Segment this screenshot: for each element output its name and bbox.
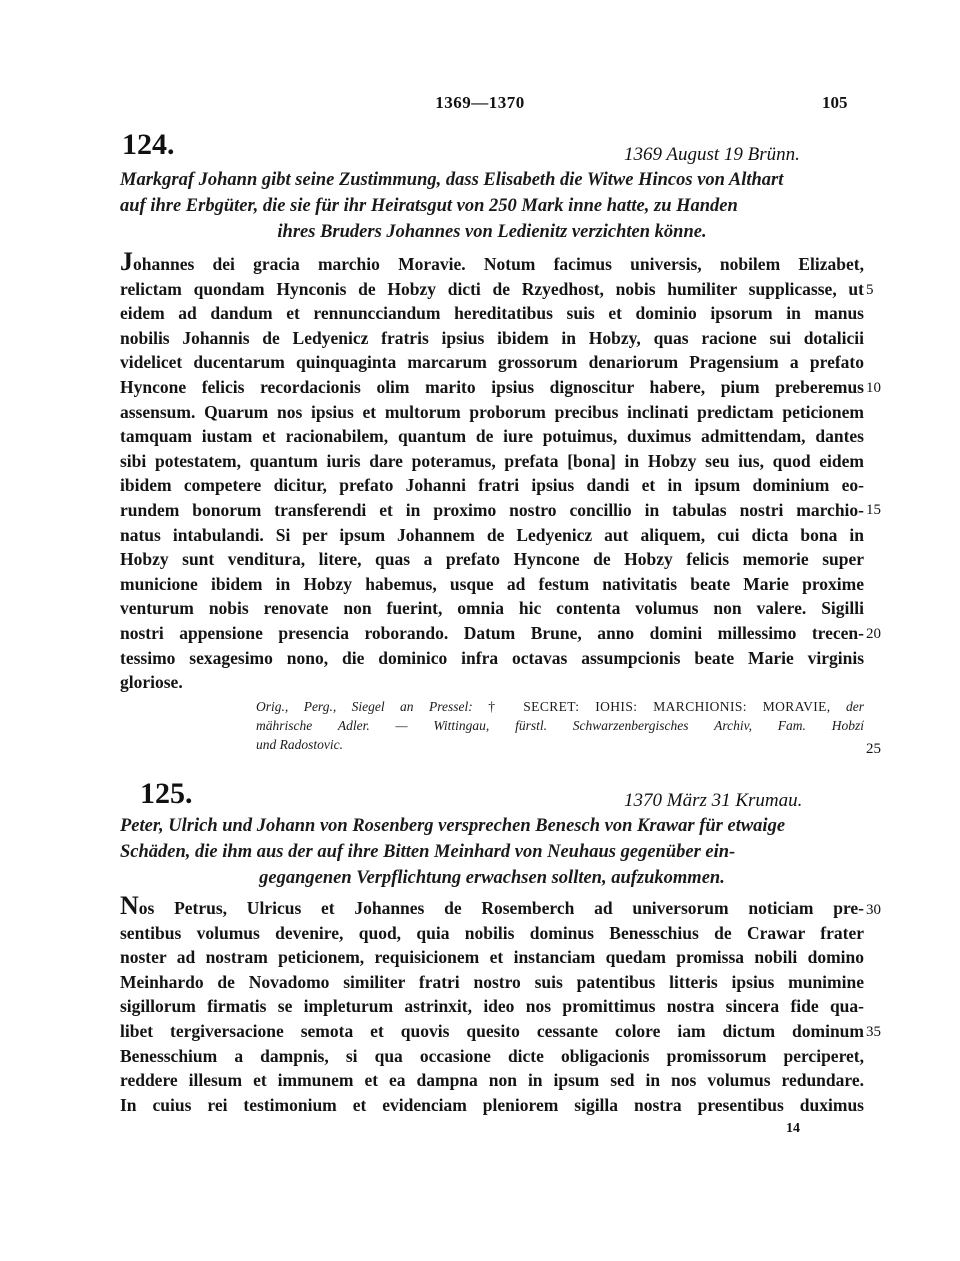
apparatus-line: und Radostovic. <box>256 737 343 752</box>
margin-line-number: 5 <box>866 282 874 298</box>
text-line: natus intabulandi. Si per ipsum Johannem de Ledyenicz aut aliquem, cui dicta bona in <box>120 524 864 545</box>
text-line: assensum. Quarum nos ipsius et multorum proborum precibus inclinati predictam peticionem <box>120 401 864 422</box>
signature-mark: 14 <box>786 1121 800 1136</box>
text-line: Hyncone felicis recordacionis olim marito ipsius dignoscitur habere, pium preberemus <box>120 376 864 397</box>
text-line: noster ad nostram peticionem, requisicionem et instanciam quedam promissa nobili domino <box>120 947 864 968</box>
doc-124-text <box>120 252 864 695</box>
text-line: venturum nobis renovate non fuerint, omnia hic contenta volumus non valere. Sigilli <box>120 598 864 619</box>
apparatus-line: mährische Adler. — Wittingau, fürstl. Schwarzenbergisches Archiv, Fam. Hobzí <box>256 718 864 733</box>
regest-line: gegangenen Verpflichtung erwachsen sollten, aufzukommen. <box>259 868 725 888</box>
text-line: rundem bonorum transferendi et in proximo nostro concillio in tabulas nostri marchio- <box>120 499 864 520</box>
text-line: Meinhardo de Novadomo similiter fratri nostro suis patentibus litteris ipsius munimine <box>120 971 864 992</box>
margin-line-number: 25 <box>866 741 881 757</box>
text-line: Hobzy sunt venditura, litere, quas a prefato Hyncone de Hobzy felicis memorie super <box>120 549 864 570</box>
text-line: relictam quondam Hynconis de Hobzy dicti de Rzyedhost, nobis humiliter supplicasse, ut <box>120 278 864 299</box>
doc-124-number: 124. <box>122 128 175 161</box>
page-number: 105 <box>822 93 848 112</box>
text-line: gloriose. <box>120 672 183 693</box>
doc-125-date: 1370 März 31 Krumau. <box>624 790 803 811</box>
doc-125-text <box>120 896 864 1117</box>
text-line: nobilis Johannis de Ledyenicz fratris ipsius ibidem in Hobzy, quas racione sui dotalicii <box>120 327 864 348</box>
text-line: tessimo sexagesimo nono, die dominico infra octavas assumpcionis beate Marie virginis <box>120 647 864 668</box>
running-head: 1369—1370 <box>435 93 525 112</box>
drop-capital: J <box>120 252 133 276</box>
text-line: tamquam iustam et racionabilem, quantum de iure potuimus, duximus admittendam, dantes <box>120 426 864 447</box>
text-line: Benesschium a dampnis, si qua occasione dicte obligacionis promissorum perciperet, <box>120 1045 864 1066</box>
regest-line: auf ihre Erbgüter, die sie für ihr Heiratsgut von 250 Mark inne hatte, zu Handen <box>120 196 738 216</box>
margin-line-number: 20 <box>866 626 881 642</box>
text-line: ibidem competere dicitur, prefato Johanni fratri ipsius dandi et in ipsum dominium eo- <box>120 475 864 496</box>
regest-line: ihres Bruders Johannes von Ledienitz verzichten könne. <box>277 222 707 242</box>
margin-line-number: 30 <box>866 902 881 918</box>
text-line: sigillorum firmatis se impleturum astrinxit, ideo nos promittimus nostra sincera fide qua- <box>120 996 864 1017</box>
text-line: reddere illesum et immunem et ea dampna non in ipsum sed in nos volumus redundare. <box>120 1070 864 1091</box>
text-line: sibi potestatem, quantum iuris dare poteramus, prefata [bona] in Hobzy seu ius, quod eidem <box>120 450 864 471</box>
margin-line-number: 10 <box>866 380 881 396</box>
regest-line: Markgraf Johann gibt seine Zustimmung, dass Elisabeth die Witwe Hincos von Althart <box>120 170 784 190</box>
text-line: Johannes dei gracia marchio Moravie. Notum facimus universis, nobilem Elizabet, <box>120 252 864 277</box>
margin-line-number: 35 <box>866 1024 881 1040</box>
text-line: municione ibidem in Hobzy habemus, usque ad festum nativitatis beate Marie proxime <box>120 573 864 594</box>
doc-125-number: 125. <box>140 777 193 810</box>
margin-line-number: 15 <box>866 502 881 518</box>
doc-125-regest <box>120 813 864 891</box>
doc-124-apparatus <box>256 697 864 754</box>
text-line: Nos Petrus, Ulricus et Johannes de Rosemberch ad universorum noticiam pre- <box>120 896 864 921</box>
drop-capital: N <box>120 896 139 920</box>
apparatus-line: Orig., Perg., Siegel an Pressel: † SECRET: IOHIS: MARCHIONIS: MORAVIE, der <box>256 699 864 714</box>
regest-line: Peter, Ulrich und Johann von Rosenberg versprechen Benesch von Krawar für etwaige <box>120 816 786 836</box>
text-line: videlicet ducentarum quinquaginta marcarum grossorum denariorum Pragensium a prefato <box>120 352 864 373</box>
doc-124-date: 1369 August 19 Brünn. <box>624 144 800 165</box>
doc-124-regest <box>120 167 864 245</box>
text-line: eidem ad dandum et rennuncciandum hereditatibus suis et dominio ipsorum in manus <box>120 303 864 324</box>
text-line: nostri appensione presencia roborando. Datum Brune, anno domini millessimo trecen- <box>120 622 864 643</box>
text-line: In cuius rei testimonium et evidenciam pleniorem sigilla nostra presentibus duximus <box>120 1094 864 1115</box>
text-line: libet tergiversacione semota et quovis quesito cessante colore iam dictum dominum <box>120 1020 864 1041</box>
text-line: sentibus volumus devenire, quod, quia nobilis dominus Benesschius de Crawar frater <box>120 922 864 943</box>
regest-line: Schäden, die ihm aus der auf ihre Bitten Meinhard von Neuhaus gegenüber ein- <box>120 842 736 862</box>
